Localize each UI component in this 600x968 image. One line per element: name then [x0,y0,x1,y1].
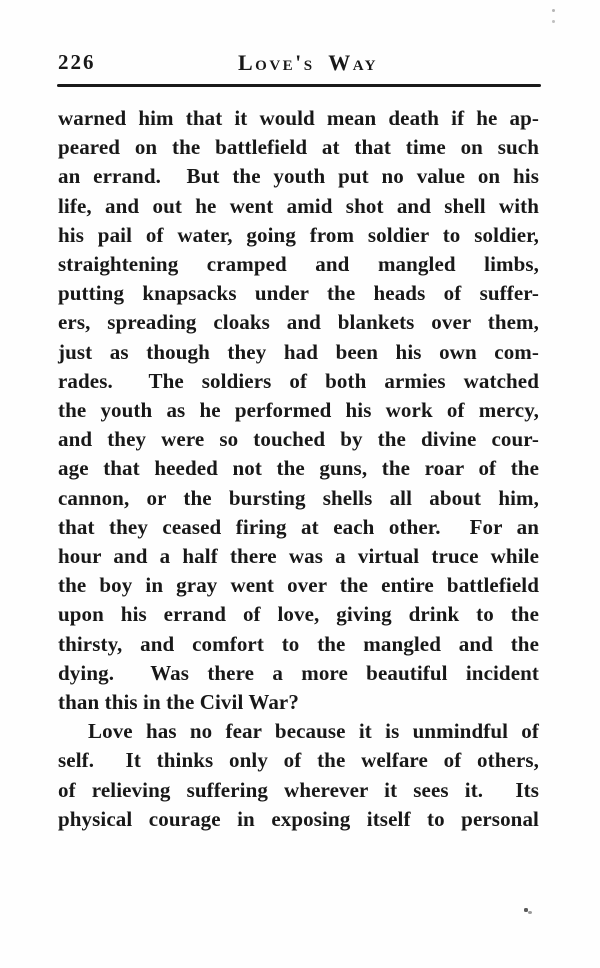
text-line: peared on the battlefield at that time on such [58,135,539,160]
text-line: self. It thinks only of the welfare of others, [58,748,539,773]
text-line: an errand. But the youth put no value on his [58,164,539,189]
text-line: ers, spreading cloaks and blankets over them, [58,310,539,335]
text-line: warned him that it would mean death if he ap- [58,106,539,130]
text-line: rades. The soldiers of both armies watched [58,368,539,393]
scan-artifact-dot [552,9,555,12]
header-rule [57,84,541,87]
text-line: just as though they had been his own com- [58,339,539,364]
text-block [58,104,539,834]
text-line: thirsty, and comfort to the mangled and the [58,631,539,656]
running-title: Love's Way [237,50,379,75]
text-line: straightening cramped and mangled limbs, [58,252,539,277]
text-line: putting knapsacks under the heads of suffer- [58,281,539,306]
text-line: the boy in gray went over the entire battlefield [58,573,539,598]
paragraph [58,717,539,834]
text-line: cannon, or the bursting shells all about him, [58,485,539,510]
text-line: life, and out he went amid shot and shell with [58,193,539,218]
text-line: hour and a half there was a virtual truce while [58,544,539,569]
text-line: the youth as he performed his work of mercy, [58,398,539,423]
text-line: of relieving suffering wherever it sees it. Its [58,777,539,802]
page-header [58,50,540,76]
text-line: Love has no fear because it is unmindful of [88,719,539,744]
paragraph [58,104,539,717]
page-number: 226 [58,50,96,74]
text-line: that they ceased firing at each other. For an [58,514,539,539]
text-line: dying. Was there a more beautiful incident [58,660,539,685]
text-line: age that heeded not the guns, the roar of the [58,456,539,481]
text-line: and they were so touched by the divine cour- [58,427,539,452]
text-line: upon his errand of love, giving drink to the [58,602,539,627]
scan-artifact-dot [552,20,555,23]
text-line: his pail of water, going from soldier to soldier, [58,222,539,247]
scan-artifact-smudge [528,911,532,914]
text-line: physical courage in exposing itself to personal [58,806,539,831]
text-line: than this in the Civil War? [58,690,299,715]
